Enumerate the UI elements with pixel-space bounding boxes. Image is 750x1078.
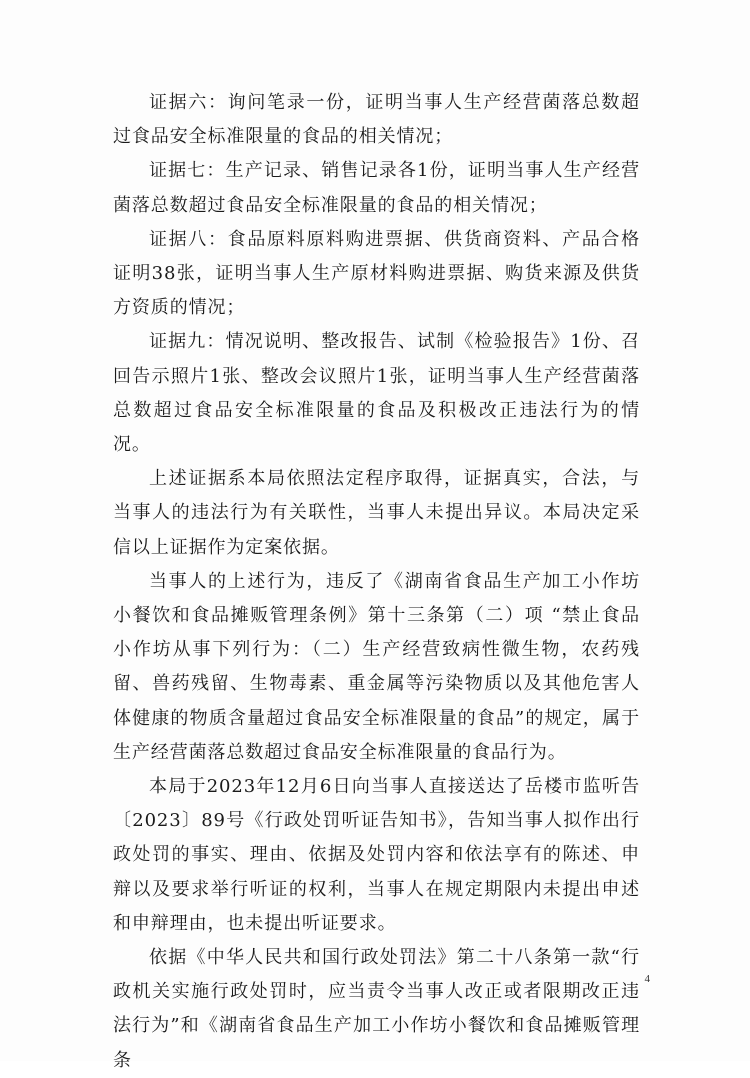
paragraph-evidence-8: 证据八：食品原料原料购进票据、供货商资料、产品合格证明38张，证明当事人生产原材料购进票据、购货来源及供货方资质的情况；	[113, 228, 640, 319]
paragraph-evidence-summary: 上述证据系本局依照法定程序取得，证据真实，合法，与当事人的违法行为有关联性，当事人未提出异议。本局决定采信以上证据作为定案依据。	[113, 468, 640, 558]
paragraph-hearing-notice: 本局于2023年12月6日向当事人直接送达了岳楼市监听告〔2023〕89号《行政处罚听证告知书》，告知当事人拟作出行政处罚的事实、理由、依据及处罚内容和依法享有的陈述、申辩以及要求举行听证的权利，当事人在规定期限内未提出申述和申辩理由，也未提出听证要求。	[113, 776, 640, 934]
paragraph-evidence-6: 证据六：询问笔录一份，证明当事人生产经营菌落总数超过食品安全标准限量的食品的相关情况；	[113, 92, 640, 148]
paragraph-evidence-7: 证据七：生产记录、销售记录各1份，证明当事人生产经营菌落总数超过食品安全标准限量的食品的相关情况；	[113, 160, 640, 216]
paragraph-violation: 当事人的上述行为，违反了《湖南省食品生产加工小作坊小餐饮和食品摊贩管理条例》第十三条第（二）项 “禁止食品小作坊从事下列行为：（二）生产经营致病性微生物，农药残留、兽药残留、生物毒素、重金属等污染物质以及其他危害人体健康的物质含量超过食品安全标准限量的食品”的规定，属于生产经营菌落总数超过食品安全标准限量的食品行为。	[113, 570, 640, 763]
paragraph-legal-basis: 依据《中华人民共和国行政处罚法》第二十八条第一款“行政机关实施行政处罚时，应当责令当事人改正或者限期改正违法行为”和《湖南省食品生产加工小作坊小餐饮和食品摊贩管理条	[113, 947, 640, 1071]
page-number: 4	[644, 973, 650, 985]
paragraph-evidence-9: 证据九：情况说明、整改报告、试制《检验报告》1份、召回告示照片1张、整改会议照片1张，证明当事人生产经营菌落总数超过食品安全标准限量的食品及积极改正违法行为的情况。	[113, 331, 640, 456]
